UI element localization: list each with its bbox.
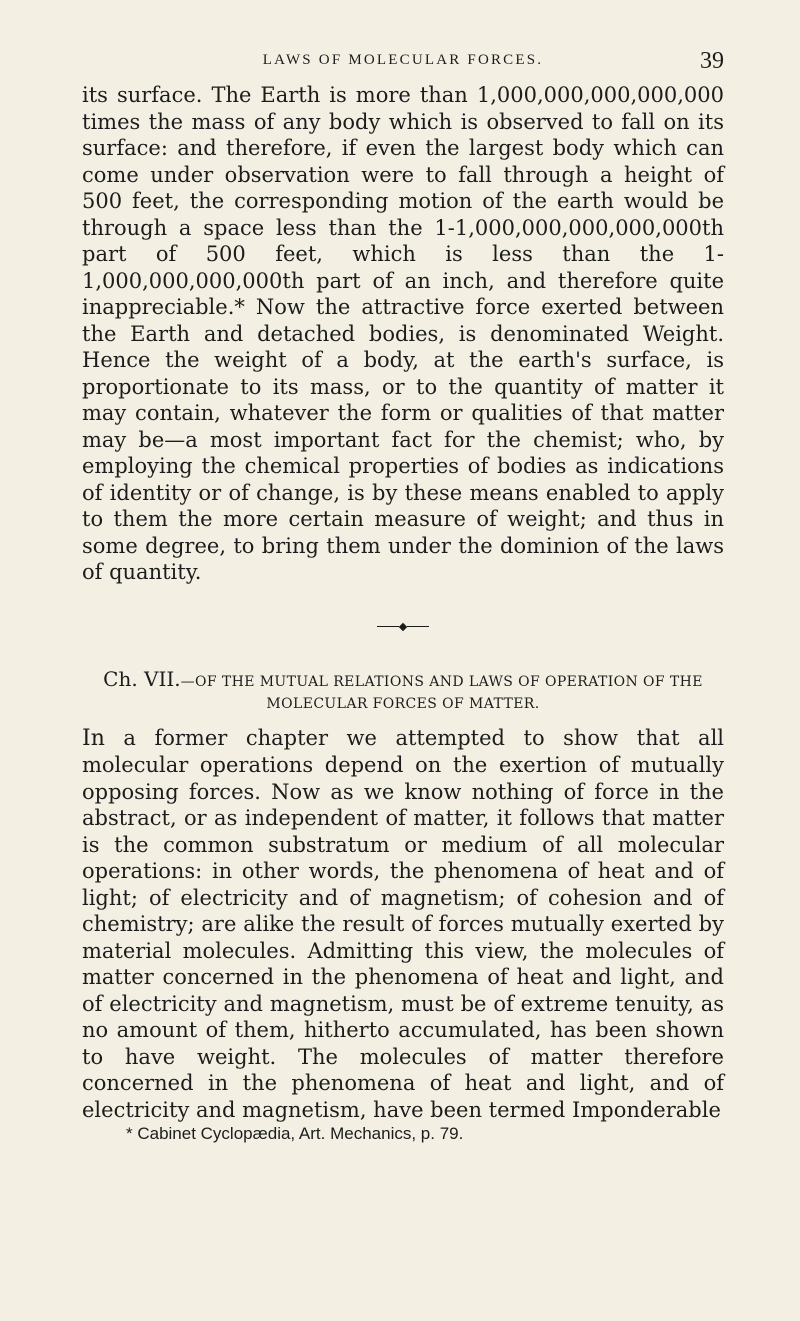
paragraph-2 — [82, 725, 724, 1124]
section-separator — [82, 598, 724, 656]
body-text-2 — [82, 725, 724, 1124]
paragraph-lead-word: In — [82, 725, 105, 751]
separator-rule-right — [407, 626, 429, 627]
page-number: 39 — [700, 48, 724, 74]
body-text — [82, 82, 724, 586]
paragraph-2-text: a former chapter we attempted to show that all molecular operations depend on the exertion of mutually opposing forces. Now as we know nothing of force in the abstract, or as independent of matter, it follows that matter is the common substratum or medium of all molecular operations: in other words, the phenomena of heat and of light; of electricity and of magnetism; of cohesion and of chemistry; are alike the result of forces mutually exerted by material molecules. Admitting this view, the molecules of matter concerned in the phenomena of heat and light, and of electricity and magnetism, must be of extreme tenuity, as no amount of them, hitherto accumulated, has been shown to have weight. The molecules of matter therefore concerned in the phenomena of heat and light, and of electricity and magnetism, have been termed Imponderable — [82, 725, 724, 1122]
chapter-title: —OF THE MUTUAL RELATIONS AND LAWS OF OPERATION OF THE MOLECULAR FORCES OF MATTER. — [180, 673, 703, 712]
diamond-ornament-icon — [399, 622, 407, 630]
running-title: LAWS OF MOLECULAR FORCES. — [262, 52, 544, 68]
running-head — [82, 48, 724, 82]
chapter-number: Ch. VII. — [103, 666, 181, 691]
chapter-heading — [82, 668, 724, 715]
footnote: * Cabinet Cyclopædia, Art. Mechanics, p. 79. — [126, 1124, 464, 1143]
separator-rule-left — [377, 626, 399, 627]
paragraph-1: its surface. The Earth is more than 1,000,000,000,000,000 times the mass of any body which is observed to fall on its surface: and therefore, if even the largest body which can come under observation were to fall through a height of 500 feet, the corresponding motion of the earth would be through a space less than the 1-1,000,000,000,000,000th part of 500 feet, which is less than the 1-1,000,000,000,000th part of an inch, and therefore quite inappreciable.* Now the attractive force exerted between the Earth and detached bodies, is denominated Weight. Hence the weight of a body, at the earth's surface, is proportionate to its mass, or to the quantity of matter it may contain, whatever the form or qualities of that matter may be—a most important fact for the chemist; who, by employing the chemical properties of bodies as indications of identity or of change, is by these means enabled to apply to them the more certain measure of weight; and thus in some degree, to bring them under the dominion of the laws of quantity. — [82, 83, 724, 584]
